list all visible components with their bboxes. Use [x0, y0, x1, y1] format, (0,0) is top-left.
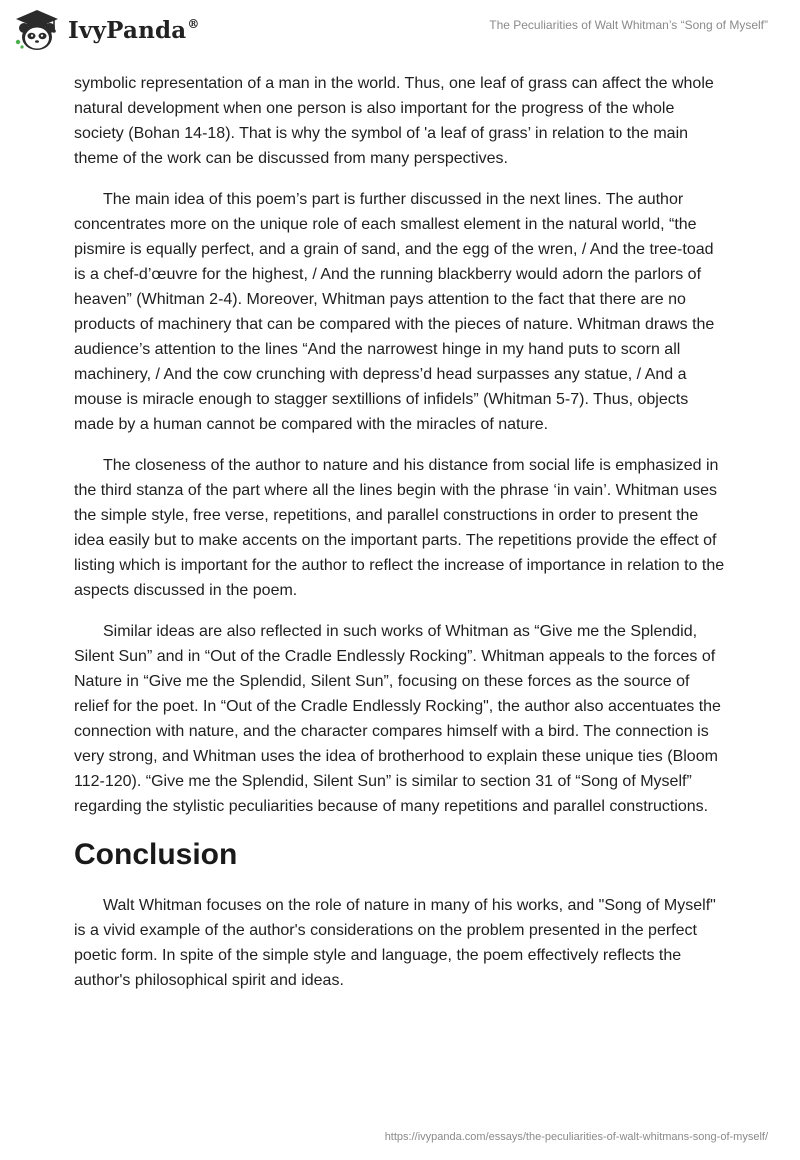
body-paragraph: The closeness of the author to nature and his distance from social life is emphasized in the third stanza of the part where all the lines begin with the phrase ‘in vain’. Whitman uses the simple style, free verse, repetitions, and parallel constructions in order to present the idea easily but to make accents on the important parts. The repetitions provide the effect of listing which is important for the author to reflect the increase of importance in relation to the aspects discussed in the poem.: [74, 457, 725, 599]
source-url[interactable]: https://ivypanda.com/essays/the-peculiarities-of-walt-whitmans-song-of-myself/: [384, 1131, 768, 1143]
conclusion-paragraph: Walt Whitman focuses on the role of nature in many of his works, and "Song of Myself" is a vivid example of the author's considerations on the problem presented in the perfect poetic form. In spite of the simple style and language, the poem effectively reflects the author's philosophical spirit and ideas.: [74, 897, 716, 989]
panda-graduate-icon: [14, 8, 60, 52]
essay-content: [74, 71, 726, 1009]
conclusion-heading: Conclusion: [74, 838, 238, 871]
brand-logo[interactable]: [14, 8, 200, 52]
document-title: The Peculiarities of Walt Whitman’s “Song of Myself”: [489, 18, 768, 32]
body-paragraph: The main idea of this poem’s part is further discussed in the next lines. The author concentrates more on the unique role of each smallest element in the natural world, “the pismire is equally perfect, and a grain of sand, and the egg of the wren, / And the tree-toad is a chef-d’œuvre for the highest, / And the running blackberry would adorn the parlors of heaven” (Whitman 2-4). Moreover, Whitman pays attention to the fact that there are no products of machinery that can be compared with the pieces of nature. Whitman draws the audience’s attention to the lines “And the narrowest hinge in my hand puts to scorn all machinery, / And the cow crunching with depress’d head surpasses any statue, / And a mouse is miracle enough to stagger sextillions of infidels” (Whitman 5-7). Thus, objects made by a human cannot be compared with the miracles of nature.: [74, 191, 715, 433]
page-header: [0, 0, 800, 62]
body-paragraph: Similar ideas are also reflected in such works of Whitman as “Give me the Splendid, Silent Sun” and in “Out of the Cradle Endlessly Rocking”. Whitman appeals to the forces of Nature in “Give me the Splendid, Silent Sun”, focusing on these forces as the source of relief for the poet. In “Out of the Cradle Endlessly Rocking", the author also accentuates the connection with nature, and the character compares himself with a bird. The connection is very strong, and Whitman uses the idea of brotherhood to explain these unique ties (Bloom 112-120). “Give me the Splendid, Silent Sun” is similar to section 31 of “Song of Myself” regarding the stylistic peculiarities because of many repetitions and parallel constructions.: [74, 623, 721, 815]
brand-name: IvyPanda®: [68, 16, 200, 44]
body-paragraph: symbolic representation of a man in the world. Thus, one leaf of grass can affect the whole natural development when one person is also important for the progress of the whole society (Bohan 14-18). That is why the symbol of 'a leaf of grass’ in relation to the main theme of the work can be discussed from many perspectives.: [74, 75, 714, 167]
